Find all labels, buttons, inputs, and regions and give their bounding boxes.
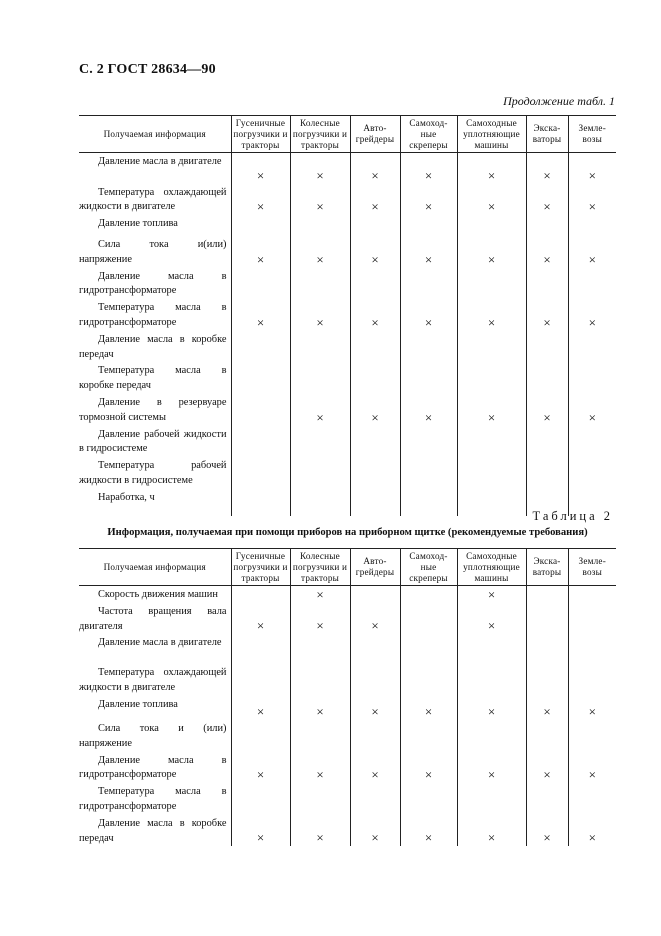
mark-cell (400, 634, 457, 664)
column-header: Гусеничные погрузчики и тракторы (231, 116, 290, 153)
mark-cell (290, 331, 350, 363)
mark-cell: × (290, 184, 350, 216)
mark-cell (231, 634, 290, 664)
mark-cell (568, 426, 616, 458)
row-info-text: Давление топлива (98, 698, 178, 710)
column-header: Колесные погрузчики и тракторы (290, 549, 350, 586)
row-info-text: Температура рабочей жидкости в гидросистеме (79, 460, 227, 487)
mark-cell (457, 664, 526, 696)
mark-cell: × (457, 236, 526, 268)
mark-cell: × (231, 184, 290, 216)
mark-cell (457, 634, 526, 664)
row-info-cell (79, 783, 231, 815)
mark-cell: × (568, 299, 616, 331)
mark-cell (568, 664, 616, 696)
mark-cell: × (400, 299, 457, 331)
mark-cell: × (400, 815, 457, 847)
table-row (79, 457, 616, 489)
mark-cell: × (568, 815, 616, 847)
row-info-text: Давление масла в гидротрансформаторе (79, 754, 227, 781)
row-info-cell (79, 268, 231, 300)
mark-cell (231, 362, 290, 394)
table-row (79, 783, 616, 815)
mark-cell: × (526, 696, 568, 720)
mark-cell (231, 268, 290, 300)
mark-cell (526, 634, 568, 664)
mark-cell (350, 634, 400, 664)
mark-cell: × (350, 696, 400, 720)
table-row (79, 634, 616, 664)
mark-cell (526, 664, 568, 696)
table-row (79, 603, 616, 635)
table-row (79, 184, 616, 216)
mark-cell (568, 215, 616, 236)
row-info-text: Температура масла в коробке передач (79, 365, 227, 392)
mark-cell: × (568, 153, 616, 184)
mark-cell (290, 268, 350, 300)
mark-cell (231, 394, 290, 426)
mark-cell: × (526, 815, 568, 847)
table-2-label: Таблица 2 (532, 509, 613, 523)
mark-cell: × (568, 752, 616, 784)
column-header: Самоходные уплотняющие машины (457, 116, 526, 153)
mark-cell (568, 783, 616, 815)
table-1-header-row (79, 116, 616, 153)
row-info-text: Давление в резервуаре тормозной системы (79, 397, 227, 423)
column-header: Экска-ваторы (526, 549, 568, 586)
table-2-header-row (79, 549, 616, 586)
mark-cell (400, 783, 457, 815)
column-header: Самоход-ные скреперы (400, 116, 457, 153)
row-info-cell (79, 815, 231, 847)
row-info-text: Температура охлаждающей жидкости в двигателе (79, 667, 227, 694)
column-header: Получаемая информация (103, 561, 206, 572)
table-row (79, 696, 616, 720)
mark-cell (350, 489, 400, 516)
mark-cell: × (526, 236, 568, 268)
row-info-cell (79, 752, 231, 784)
mark-cell (350, 426, 400, 458)
mark-cell (457, 783, 526, 815)
mark-cell: × (231, 153, 290, 184)
mark-cell (568, 586, 616, 603)
mark-cell (350, 586, 400, 603)
mark-cell: × (526, 394, 568, 426)
mark-cell (231, 664, 290, 696)
row-info-cell (79, 394, 231, 426)
mark-cell: × (457, 586, 526, 603)
table-continuation-note: Продолжение табл. 1 (503, 94, 615, 108)
mark-cell (290, 215, 350, 236)
table-row (79, 153, 616, 184)
table-row (79, 586, 616, 603)
mark-cell: × (457, 752, 526, 784)
mark-cell (568, 331, 616, 363)
mark-cell (400, 457, 457, 489)
mark-cell: × (457, 299, 526, 331)
row-info-cell (79, 184, 231, 216)
mark-cell (526, 457, 568, 489)
mark-cell: × (231, 299, 290, 331)
mark-cell (568, 457, 616, 489)
mark-cell (350, 362, 400, 394)
row-info-text: Давление масла в двигателе (98, 156, 222, 167)
mark-cell: × (290, 603, 350, 635)
mark-cell: × (350, 236, 400, 268)
mark-cell (231, 720, 290, 752)
mark-cell: × (568, 696, 616, 720)
mark-cell: × (526, 184, 568, 216)
row-info-cell (79, 457, 231, 489)
mark-cell (457, 720, 526, 752)
mark-cell (526, 603, 568, 635)
mark-cell: × (457, 394, 526, 426)
table-row (79, 215, 616, 236)
mark-cell (400, 331, 457, 363)
row-info-text: Наработка, ч (98, 491, 155, 503)
mark-cell (568, 603, 616, 635)
mark-cell (457, 426, 526, 458)
mark-cell: × (290, 752, 350, 784)
mark-cell (526, 215, 568, 236)
mark-cell (568, 268, 616, 300)
page-title: С. 2 ГОСТ 28634—90 (79, 62, 216, 77)
mark-cell (350, 215, 400, 236)
mark-cell: × (231, 236, 290, 268)
mark-cell: × (231, 603, 290, 635)
mark-cell: × (568, 184, 616, 216)
mark-cell (526, 720, 568, 752)
column-header: Колесные погрузчики и тракторы (290, 116, 350, 153)
row-info-text: Скорость движения машин (98, 589, 218, 600)
mark-cell: × (457, 815, 526, 847)
row-info-text: Давление топлива (98, 218, 178, 230)
mark-cell (350, 664, 400, 696)
column-header: Авто-грейдеры (350, 116, 400, 153)
row-info-cell (79, 664, 231, 696)
mark-cell: × (400, 394, 457, 426)
mark-cell: × (526, 299, 568, 331)
mark-cell (568, 720, 616, 752)
table-row (79, 268, 616, 300)
table-row (79, 815, 616, 847)
table-row (79, 362, 616, 394)
mark-cell (290, 634, 350, 664)
row-info-cell (79, 215, 231, 236)
mark-cell (400, 426, 457, 458)
mark-cell: × (231, 696, 290, 720)
row-info-text: Сила тока и (или) напряжение (79, 722, 227, 749)
mark-cell (231, 586, 290, 603)
mark-cell: × (457, 603, 526, 635)
mark-cell: × (400, 696, 457, 720)
mark-cell (231, 489, 290, 516)
mark-cell: × (350, 815, 400, 847)
row-info-text: Давление масла в гидротрансформаторе (79, 270, 227, 297)
table-row (79, 720, 616, 752)
row-info-text: Давление рабочей жидкости в гидросистеме (79, 428, 227, 455)
mark-cell (290, 362, 350, 394)
row-info-text: Давление масла в двигателе (98, 637, 222, 649)
table-row (79, 331, 616, 363)
row-info-cell (79, 236, 231, 268)
mark-cell (400, 603, 457, 635)
mark-cell: × (290, 299, 350, 331)
mark-cell (290, 457, 350, 489)
column-header: Авто-грейдеры (350, 549, 400, 586)
mark-cell: × (350, 603, 400, 635)
mark-cell (526, 426, 568, 458)
mark-cell: × (526, 752, 568, 784)
mark-cell (400, 586, 457, 603)
mark-cell: × (568, 236, 616, 268)
mark-cell (457, 331, 526, 363)
mark-cell: × (350, 184, 400, 216)
row-info-text: Температура масла в гидротрансформаторе (79, 302, 227, 329)
mark-cell (290, 720, 350, 752)
mark-cell: × (290, 586, 350, 603)
mark-cell (400, 664, 457, 696)
mark-cell: × (350, 752, 400, 784)
mark-cell: × (400, 236, 457, 268)
column-header: Получаемая информация (103, 128, 206, 139)
mark-cell: × (568, 394, 616, 426)
mark-cell (400, 720, 457, 752)
column-header: Экска-ваторы (526, 116, 568, 153)
mark-cell (457, 215, 526, 236)
table-row (79, 426, 616, 458)
mark-cell (568, 634, 616, 664)
mark-cell (400, 362, 457, 394)
row-info-cell (79, 153, 231, 184)
mark-cell (526, 783, 568, 815)
column-header: Гусеничные погрузчики и тракторы (231, 549, 290, 586)
mark-cell (350, 331, 400, 363)
mark-cell (457, 268, 526, 300)
mark-cell (350, 783, 400, 815)
row-info-cell (79, 331, 231, 363)
mark-cell (290, 426, 350, 458)
mark-cell (526, 362, 568, 394)
table-row (79, 394, 616, 426)
row-info-text: Температура масла в гидротрансформаторе (79, 786, 227, 812)
mark-cell (400, 268, 457, 300)
mark-cell (231, 457, 290, 489)
mark-cell: × (350, 299, 400, 331)
row-info-text: Давление масла в коробке передач (79, 817, 227, 844)
mark-cell: × (290, 815, 350, 847)
mark-cell: × (400, 752, 457, 784)
mark-cell: × (350, 153, 400, 184)
mark-cell (290, 489, 350, 516)
row-info-text: Давление масла в коробке передач (79, 333, 227, 360)
mark-cell (231, 331, 290, 363)
mark-cell (350, 268, 400, 300)
mark-cell (350, 457, 400, 489)
row-info-cell (79, 586, 231, 603)
row-info-text: Сила тока и(или) напряжение (79, 239, 227, 265)
mark-cell (290, 664, 350, 696)
column-header: Земле-возы (568, 549, 616, 586)
mark-cell: × (457, 184, 526, 216)
row-info-text: Частота вращения вала двигателя (79, 605, 227, 632)
row-info-cell (79, 634, 231, 664)
mark-cell: × (290, 394, 350, 426)
table-2-title: Информация, получаемая при помощи приборов на приборном щитке (рекомендуемые требования) (107, 527, 588, 538)
mark-cell (526, 331, 568, 363)
mark-cell (526, 268, 568, 300)
mark-cell (457, 489, 526, 516)
row-info-cell (79, 603, 231, 635)
row-info-cell (79, 299, 231, 331)
table-1 (79, 115, 616, 516)
mark-cell: × (231, 815, 290, 847)
mark-cell: × (400, 153, 457, 184)
column-header: Самоходные уплотняющие машины (457, 549, 526, 586)
mark-cell (231, 783, 290, 815)
mark-cell (457, 362, 526, 394)
row-info-cell (79, 426, 231, 458)
row-info-cell (79, 720, 231, 752)
mark-cell (526, 586, 568, 603)
row-info-cell (79, 696, 231, 720)
mark-cell (568, 362, 616, 394)
mark-cell (231, 215, 290, 236)
mark-cell: × (290, 696, 350, 720)
column-header: Земле-возы (568, 116, 616, 153)
row-info-cell (79, 489, 231, 516)
mark-cell: × (290, 153, 350, 184)
row-info-text: Температура охлаждающей жидкости в двигателе (79, 186, 227, 213)
mark-cell: × (400, 184, 457, 216)
mark-cell (457, 457, 526, 489)
mark-cell: × (457, 696, 526, 720)
mark-cell: × (290, 236, 350, 268)
mark-cell (290, 783, 350, 815)
mark-cell: × (457, 153, 526, 184)
table-row (79, 752, 616, 784)
table-2 (79, 548, 616, 846)
mark-cell (400, 489, 457, 516)
mark-cell (400, 215, 457, 236)
mark-cell (350, 720, 400, 752)
column-header: Самоход-ные скреперы (400, 549, 457, 586)
mark-cell: × (526, 153, 568, 184)
mark-cell: × (350, 394, 400, 426)
table-row (79, 299, 616, 331)
table-row (79, 236, 616, 268)
table-row (79, 664, 616, 696)
mark-cell: × (231, 752, 290, 784)
row-info-cell (79, 362, 231, 394)
mark-cell (231, 426, 290, 458)
